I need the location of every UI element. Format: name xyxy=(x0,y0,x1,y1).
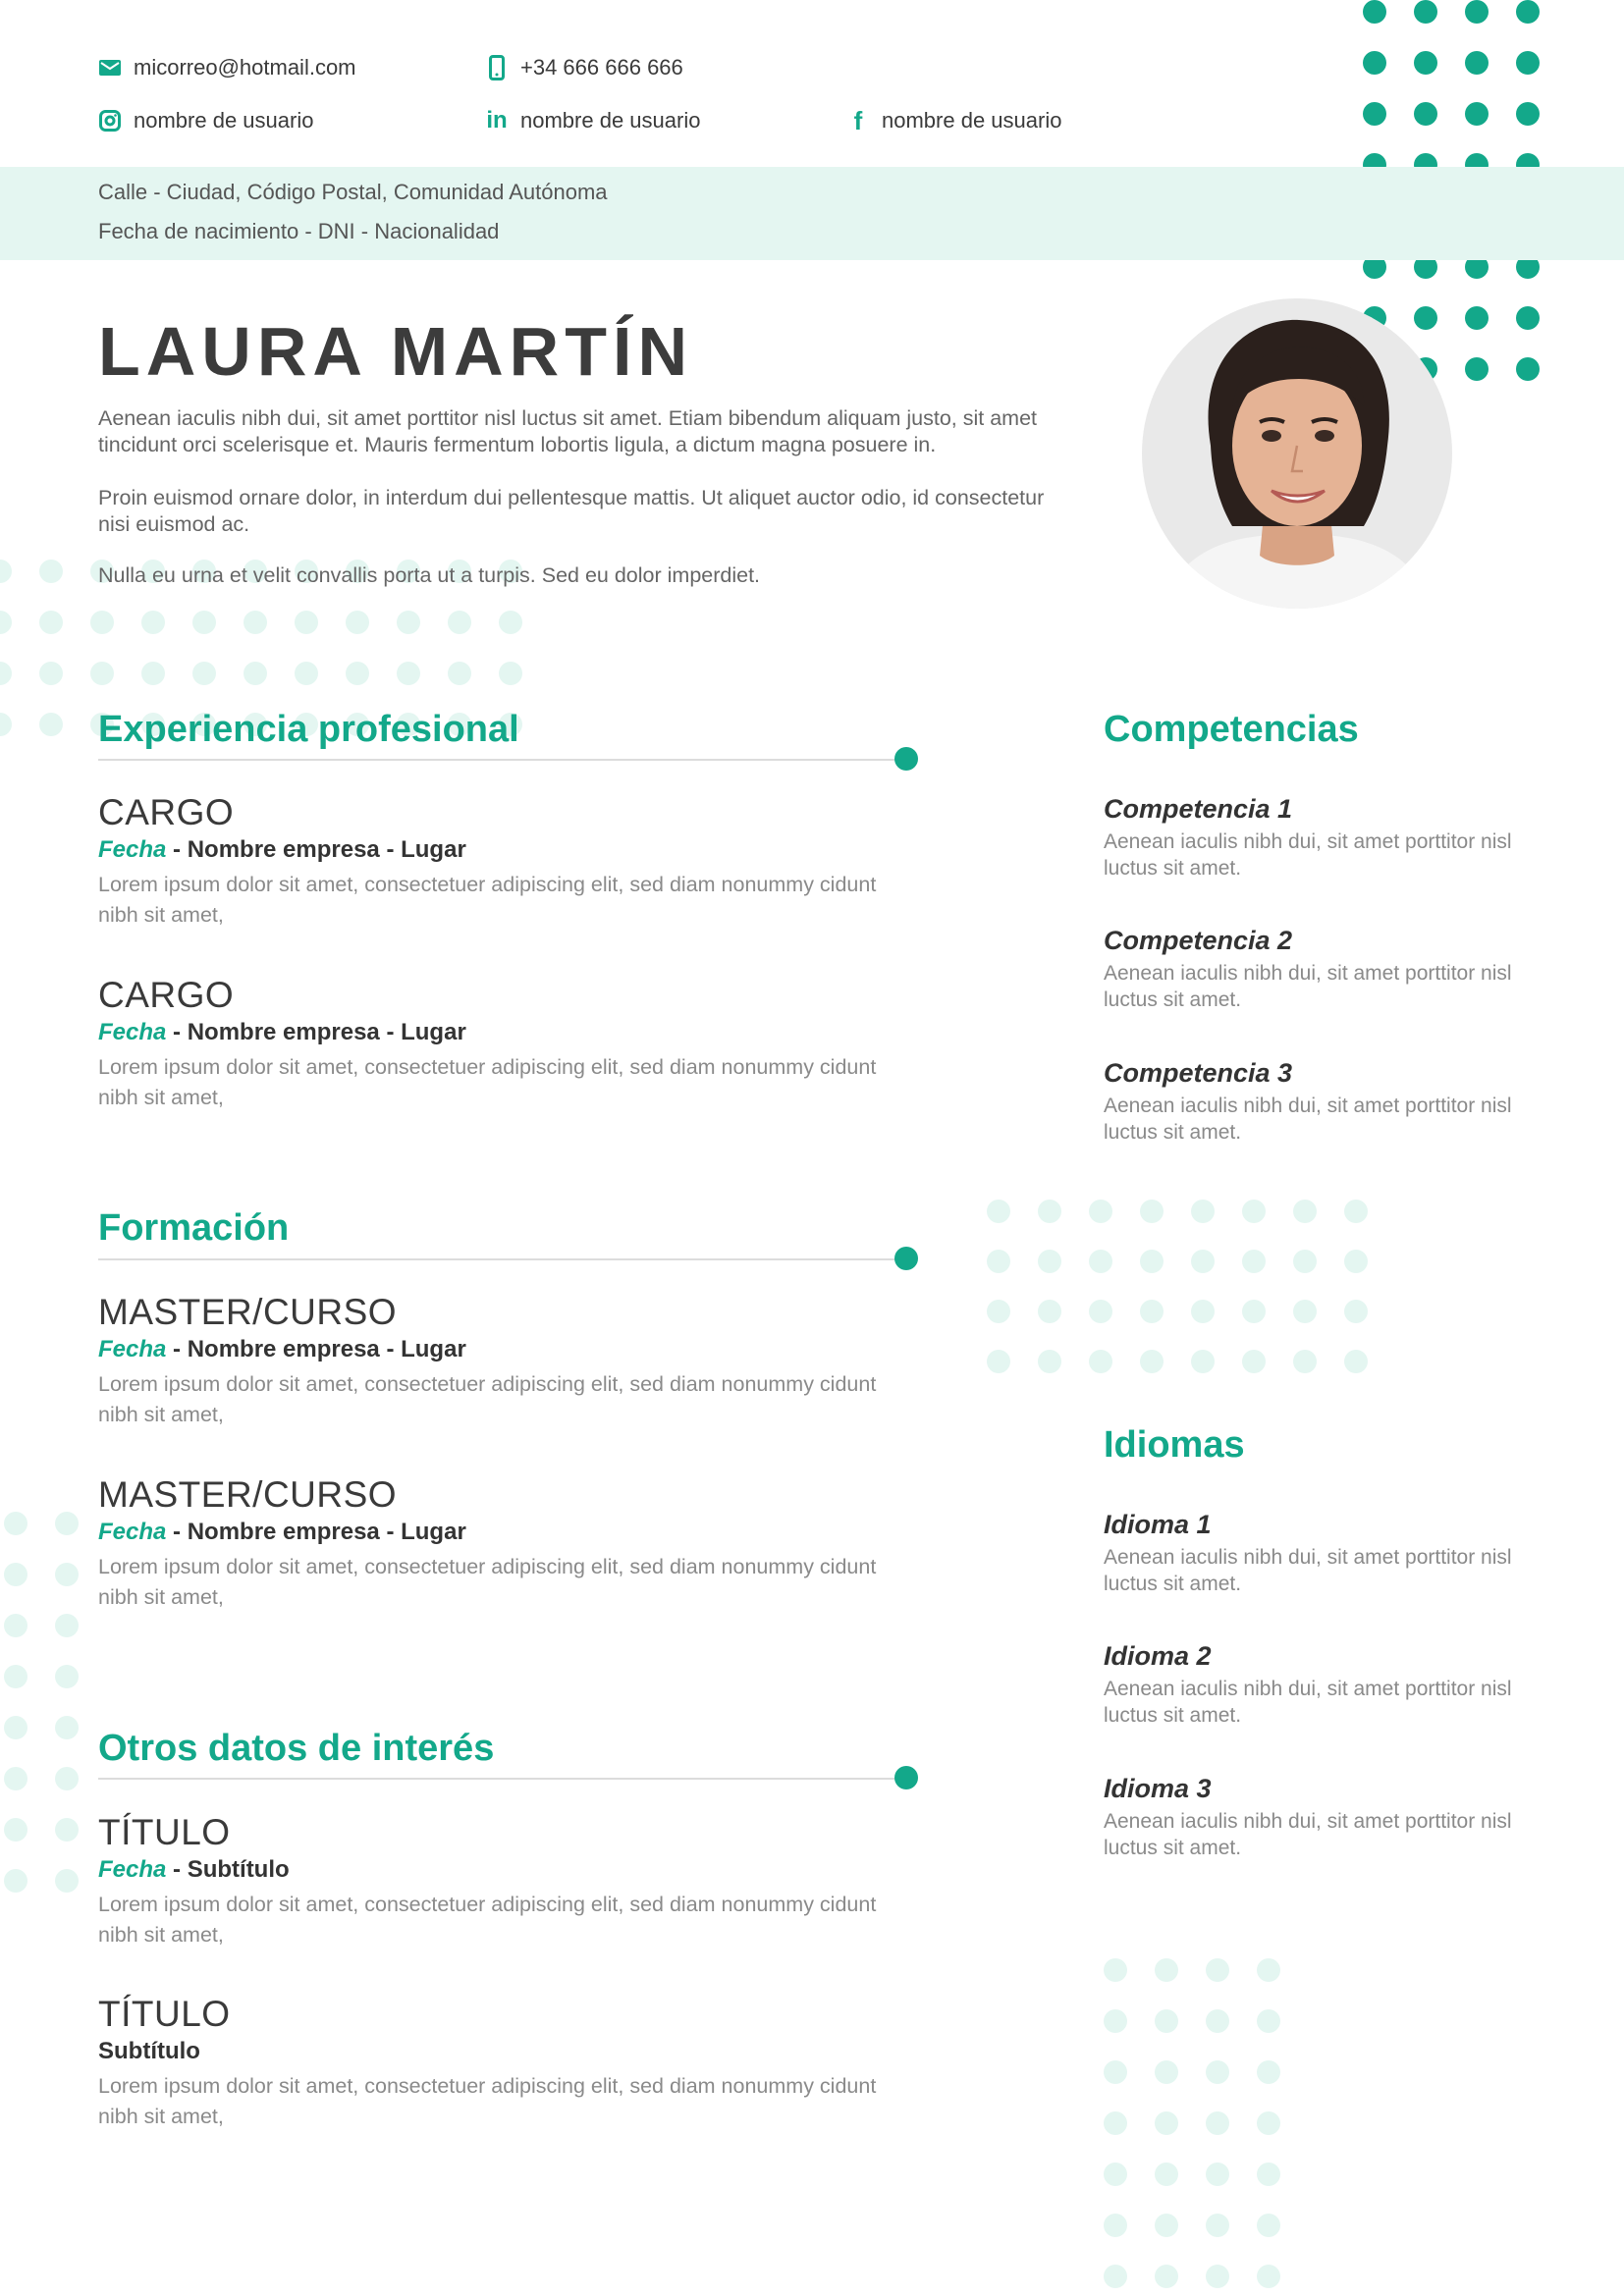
skill-item xyxy=(1104,923,1536,1013)
decorative-dot xyxy=(1516,51,1540,75)
decorative-dot xyxy=(1038,1200,1061,1223)
decorative-dot xyxy=(55,1614,79,1637)
other-entry xyxy=(98,1993,884,2132)
decorative-dot xyxy=(1038,1300,1061,1323)
decorative-dot xyxy=(55,1563,79,1586)
decorative-dot xyxy=(1257,2214,1280,2237)
decorative-dot xyxy=(1206,2009,1229,2033)
entry-subtitle xyxy=(98,1334,884,1365)
other-divider xyxy=(98,1778,905,1780)
personal-details-line: Fecha de nacimiento - DNI - Nacionalidad xyxy=(98,219,500,243)
decorative-dot xyxy=(4,1767,27,1790)
decorative-dot xyxy=(1257,2111,1280,2135)
entry-subtitle xyxy=(98,1017,884,1048)
language-title: Idioma 3 xyxy=(1104,1774,1212,1803)
education-entry xyxy=(98,1291,884,1430)
entry-date: Fecha xyxy=(98,1019,167,1045)
decorative-dot xyxy=(499,611,522,634)
decorative-dot xyxy=(1140,1250,1164,1273)
decorative-dot xyxy=(1155,2060,1178,2084)
decorative-dot xyxy=(1293,1350,1317,1373)
decorative-dot xyxy=(1242,1250,1266,1273)
decorative-dot xyxy=(1104,2265,1127,2288)
instagram-icon xyxy=(98,109,122,133)
decorative-dot xyxy=(1104,2111,1127,2135)
decorative-dot xyxy=(1191,1350,1215,1373)
decorative-dot xyxy=(1242,1350,1266,1373)
entry-company: - Nombre empresa - Lugar xyxy=(166,1019,466,1045)
decorative-dot xyxy=(39,560,63,583)
decorative-dot xyxy=(397,611,420,634)
entry-description: Lorem ipsum dolor sit amet, consectetuer adipiscing elit, sed diam nonummy cidunt nibh sit amet, xyxy=(98,2074,877,2128)
language-title: Idioma 2 xyxy=(1104,1641,1212,1671)
decorative-dot xyxy=(192,611,216,634)
experience-section-title: Experiencia profesional xyxy=(98,709,519,750)
facebook-text: nombre de usuario xyxy=(882,108,1062,133)
entry-title: CARGO xyxy=(98,792,235,832)
skill-description: Aenean iaculis nibh dui, sit amet porttitor nisl luctus sit amet. xyxy=(1104,830,1512,880)
entry-subtitle xyxy=(98,1854,884,1886)
decorative-dot xyxy=(1191,1250,1215,1273)
decorative-dot xyxy=(1414,306,1437,330)
entry-company: - Nombre empresa - Lugar xyxy=(166,1519,466,1545)
entry-date: Fecha xyxy=(98,836,167,863)
skill-title: Competencia 3 xyxy=(1104,1058,1293,1088)
decorative-dot xyxy=(1363,0,1386,24)
decorative-dot xyxy=(1242,1300,1266,1323)
language-item xyxy=(1104,1771,1536,1861)
intro-paragraph-3: Nulla eu urna et velit convallis porta ut a turpis. Sed eu dolor imperdiet. xyxy=(98,563,761,587)
decorative-dot xyxy=(1104,2163,1127,2186)
decorative-dot xyxy=(1414,0,1437,24)
decorative-dot xyxy=(1344,1250,1368,1273)
decorative-dot xyxy=(1140,1200,1164,1223)
decorative-dot xyxy=(1344,1350,1368,1373)
decorative-dot xyxy=(55,1767,79,1790)
experience-divider xyxy=(98,759,905,761)
entry-description: Lorem ipsum dolor sit amet, consectetuer adipiscing elit, sed diam nonummy cidunt nibh sit amet, xyxy=(98,1893,877,1947)
decorative-dot xyxy=(1206,2163,1229,2186)
linkedin-icon: in xyxy=(486,107,508,133)
language-item xyxy=(1104,1507,1536,1597)
decorative-dot xyxy=(987,1300,1010,1323)
decorative-dot xyxy=(1038,1250,1061,1273)
decorative-dot xyxy=(987,1200,1010,1223)
decorative-dot xyxy=(55,1818,79,1842)
language-description: Aenean iaculis nibh dui, sit amet porttitor nisl luctus sit amet. xyxy=(1104,1546,1512,1595)
skill-description: Aenean iaculis nibh dui, sit amet porttitor nisl luctus sit amet. xyxy=(1104,962,1512,1011)
entry-description: Lorem ipsum dolor sit amet, consectetuer adipiscing elit, sed diam nonummy cidunt nibh sit amet, xyxy=(98,1372,877,1426)
intro-paragraph-2: Proin euismod ornare dolor, in interdum dui pellentesque mattis. Ut aliquet auctor odio, id consectetur nisi euismod ac. xyxy=(98,486,1045,536)
decorative-dot xyxy=(0,713,12,736)
education-divider-dot xyxy=(894,1247,918,1270)
decorative-dot xyxy=(39,662,63,685)
decorative-dot xyxy=(1257,2163,1280,2186)
decorative-dot xyxy=(1104,2009,1127,2033)
decorative-dot xyxy=(141,662,165,685)
decorative-dot xyxy=(346,662,369,685)
skill-title: Competencia 1 xyxy=(1104,794,1293,824)
decorative-dot xyxy=(1140,1350,1164,1373)
decorative-dot xyxy=(1155,2009,1178,2033)
entry-description: Lorem ipsum dolor sit amet, consectetuer adipiscing elit, sed diam nonummy cidunt nibh sit amet, xyxy=(98,1555,877,1609)
decorative-dot xyxy=(55,1512,79,1535)
decorative-dot xyxy=(1465,102,1489,126)
skills-section-title: Competencias xyxy=(1104,709,1359,750)
decorative-dot xyxy=(1038,1350,1061,1373)
decorative-dot xyxy=(1206,2111,1229,2135)
profile-photo xyxy=(1142,298,1452,609)
decorative-dot xyxy=(1516,0,1540,24)
entry-company: - Nombre empresa - Lugar xyxy=(166,1336,466,1362)
entry-description: Lorem ipsum dolor sit amet, consectetuer adipiscing elit, sed diam nonummy cidunt nibh sit amet, xyxy=(98,873,877,927)
decorative-dot xyxy=(141,611,165,634)
education-divider xyxy=(98,1258,905,1260)
decorative-dot xyxy=(0,662,12,685)
linkedin-text: nombre de usuario xyxy=(520,108,701,133)
decorative-dot xyxy=(1516,102,1540,126)
decorative-dot xyxy=(90,611,114,634)
decorative-dot xyxy=(39,611,63,634)
decorative-dot xyxy=(39,713,63,736)
language-item xyxy=(1104,1638,1536,1729)
decorative-dot xyxy=(1155,2111,1178,2135)
decorative-dot xyxy=(1104,2060,1127,2084)
entry-title: TÍTULO xyxy=(98,1812,231,1852)
entry-subtitle xyxy=(98,834,884,866)
decorative-dot xyxy=(987,1250,1010,1273)
decorative-dot xyxy=(1191,1300,1215,1323)
address-line: Calle - Ciudad, Código Postal, Comunidad Autónoma xyxy=(98,180,608,204)
decorative-dot xyxy=(1344,1300,1368,1323)
decorative-dot xyxy=(55,1665,79,1688)
decorative-dot xyxy=(1363,51,1386,75)
experience-entry xyxy=(98,974,884,1113)
decorative-dot xyxy=(1155,2163,1178,2186)
entry-title: MASTER/CURSO xyxy=(98,1474,398,1515)
entry-company: - Nombre empresa - Lugar xyxy=(166,836,466,863)
facebook-contact xyxy=(846,105,1062,135)
entry-title: MASTER/CURSO xyxy=(98,1292,398,1332)
decorative-dot xyxy=(1465,0,1489,24)
decorative-dot xyxy=(1414,51,1437,75)
decorative-dot xyxy=(1465,306,1489,330)
decorative-dot xyxy=(55,1716,79,1739)
other-divider-dot xyxy=(894,1766,918,1789)
other-entry xyxy=(98,1811,884,1950)
decorative-dot xyxy=(192,662,216,685)
decorative-dot xyxy=(1344,1200,1368,1223)
decorative-dot xyxy=(1242,1200,1266,1223)
decorative-dot xyxy=(1089,1200,1112,1223)
decorative-dot xyxy=(1257,2009,1280,2033)
decorative-dot xyxy=(1191,1200,1215,1223)
decorative-dot xyxy=(1104,1958,1127,1982)
entry-title: TÍTULO xyxy=(98,1994,231,2034)
decorative-dot xyxy=(1516,306,1540,330)
email-contact xyxy=(98,55,356,80)
decorative-dot xyxy=(1089,1300,1112,1323)
education-entry xyxy=(98,1473,884,1613)
decorative-dot xyxy=(1465,357,1489,381)
decorative-dot xyxy=(295,662,318,685)
decorative-dot xyxy=(295,611,318,634)
decorative-dot xyxy=(397,662,420,685)
linkedin-contact xyxy=(485,108,700,133)
entry-subtitle xyxy=(98,1517,884,1548)
skill-item xyxy=(1104,791,1536,881)
decorative-dot xyxy=(346,611,369,634)
decorative-dot xyxy=(4,1563,27,1586)
decorative-dot xyxy=(1206,2214,1229,2237)
skill-description: Aenean iaculis nibh dui, sit amet porttitor nisl luctus sit amet. xyxy=(1104,1095,1512,1144)
decorative-dot xyxy=(4,1869,27,1893)
decorative-dot xyxy=(1089,1250,1112,1273)
decorative-dot xyxy=(1257,1958,1280,1982)
decorative-dot xyxy=(1293,1250,1317,1273)
entry-subtitle-text: - Subtítulo xyxy=(166,1856,290,1883)
decorative-dot xyxy=(1089,1350,1112,1373)
instagram-text: nombre de usuario xyxy=(134,108,314,133)
decorative-dot xyxy=(1257,2265,1280,2288)
decorative-dot xyxy=(1257,2060,1280,2084)
entry-date: Fecha xyxy=(98,1519,167,1545)
decorative-dot xyxy=(1155,2214,1178,2237)
decorative-dot xyxy=(4,1614,27,1637)
envelope-icon xyxy=(98,56,122,80)
decorative-dot xyxy=(0,560,12,583)
email-text: micorreo@hotmail.com xyxy=(134,55,356,80)
skill-item xyxy=(1104,1055,1536,1146)
decorative-dot xyxy=(1465,51,1489,75)
decorative-dot xyxy=(448,662,471,685)
decorative-dot xyxy=(1293,1300,1317,1323)
phone-text: +34 666 666 666 xyxy=(520,55,683,80)
decorative-dot xyxy=(0,611,12,634)
mobile-phone-icon xyxy=(485,56,509,80)
decorative-dot xyxy=(244,662,267,685)
decorative-dot xyxy=(90,662,114,685)
education-section-title: Formación xyxy=(98,1207,290,1249)
decorative-dot xyxy=(1155,1958,1178,1982)
decorative-dot xyxy=(1414,102,1437,126)
entry-date: Fecha xyxy=(98,1856,167,1883)
language-title: Idioma 1 xyxy=(1104,1510,1212,1539)
candidate-name: LAURA MARTÍN xyxy=(98,313,693,390)
experience-entry xyxy=(98,791,884,931)
decorative-dot xyxy=(987,1350,1010,1373)
decorative-dot xyxy=(244,611,267,634)
decorative-dot xyxy=(1363,102,1386,126)
decorative-dot xyxy=(1206,2265,1229,2288)
decorative-dot xyxy=(1206,2060,1229,2084)
experience-divider-dot xyxy=(894,747,918,771)
language-description: Aenean iaculis nibh dui, sit amet porttitor nisl luctus sit amet. xyxy=(1104,1810,1512,1859)
other-section-title: Otros datos de interés xyxy=(98,1728,495,1769)
facebook-icon: f xyxy=(853,105,863,135)
languages-section-title: Idiomas xyxy=(1104,1424,1245,1466)
entry-date: Fecha xyxy=(98,1336,167,1362)
decorative-dot xyxy=(1104,2214,1127,2237)
skill-title: Competencia 2 xyxy=(1104,926,1293,955)
entry-description: Lorem ipsum dolor sit amet, consectetuer adipiscing elit, sed diam nonummy cidunt nibh sit amet, xyxy=(98,1055,877,1109)
decorative-dot xyxy=(1140,1300,1164,1323)
entry-title: CARGO xyxy=(98,975,235,1015)
decorative-dot xyxy=(55,1869,79,1893)
decorative-dot xyxy=(1155,2265,1178,2288)
decorative-dot xyxy=(4,1818,27,1842)
decorative-dot xyxy=(4,1512,27,1535)
decorative-dot xyxy=(448,611,471,634)
decorative-dot xyxy=(4,1665,27,1688)
decorative-dot xyxy=(1293,1200,1317,1223)
intro-paragraph-1: Aenean iaculis nibh dui, sit amet porttitor nisl luctus sit amet. Etiam bibendum aliquam justo, sit amet tincidunt orci scelerisque et. Mauris fermentum lobortis ligula, a dictum magna posuere in. xyxy=(98,406,1038,456)
language-description: Aenean iaculis nibh dui, sit amet porttitor nisl luctus sit amet. xyxy=(1104,1678,1512,1727)
decorative-dot xyxy=(499,662,522,685)
decorative-dot xyxy=(1516,357,1540,381)
phone-contact xyxy=(485,55,683,80)
decorative-dot xyxy=(1206,1958,1229,1982)
decorative-dot xyxy=(4,1716,27,1739)
entry-subtitle: Subtítulo xyxy=(98,2038,200,2064)
instagram-contact xyxy=(98,108,313,133)
